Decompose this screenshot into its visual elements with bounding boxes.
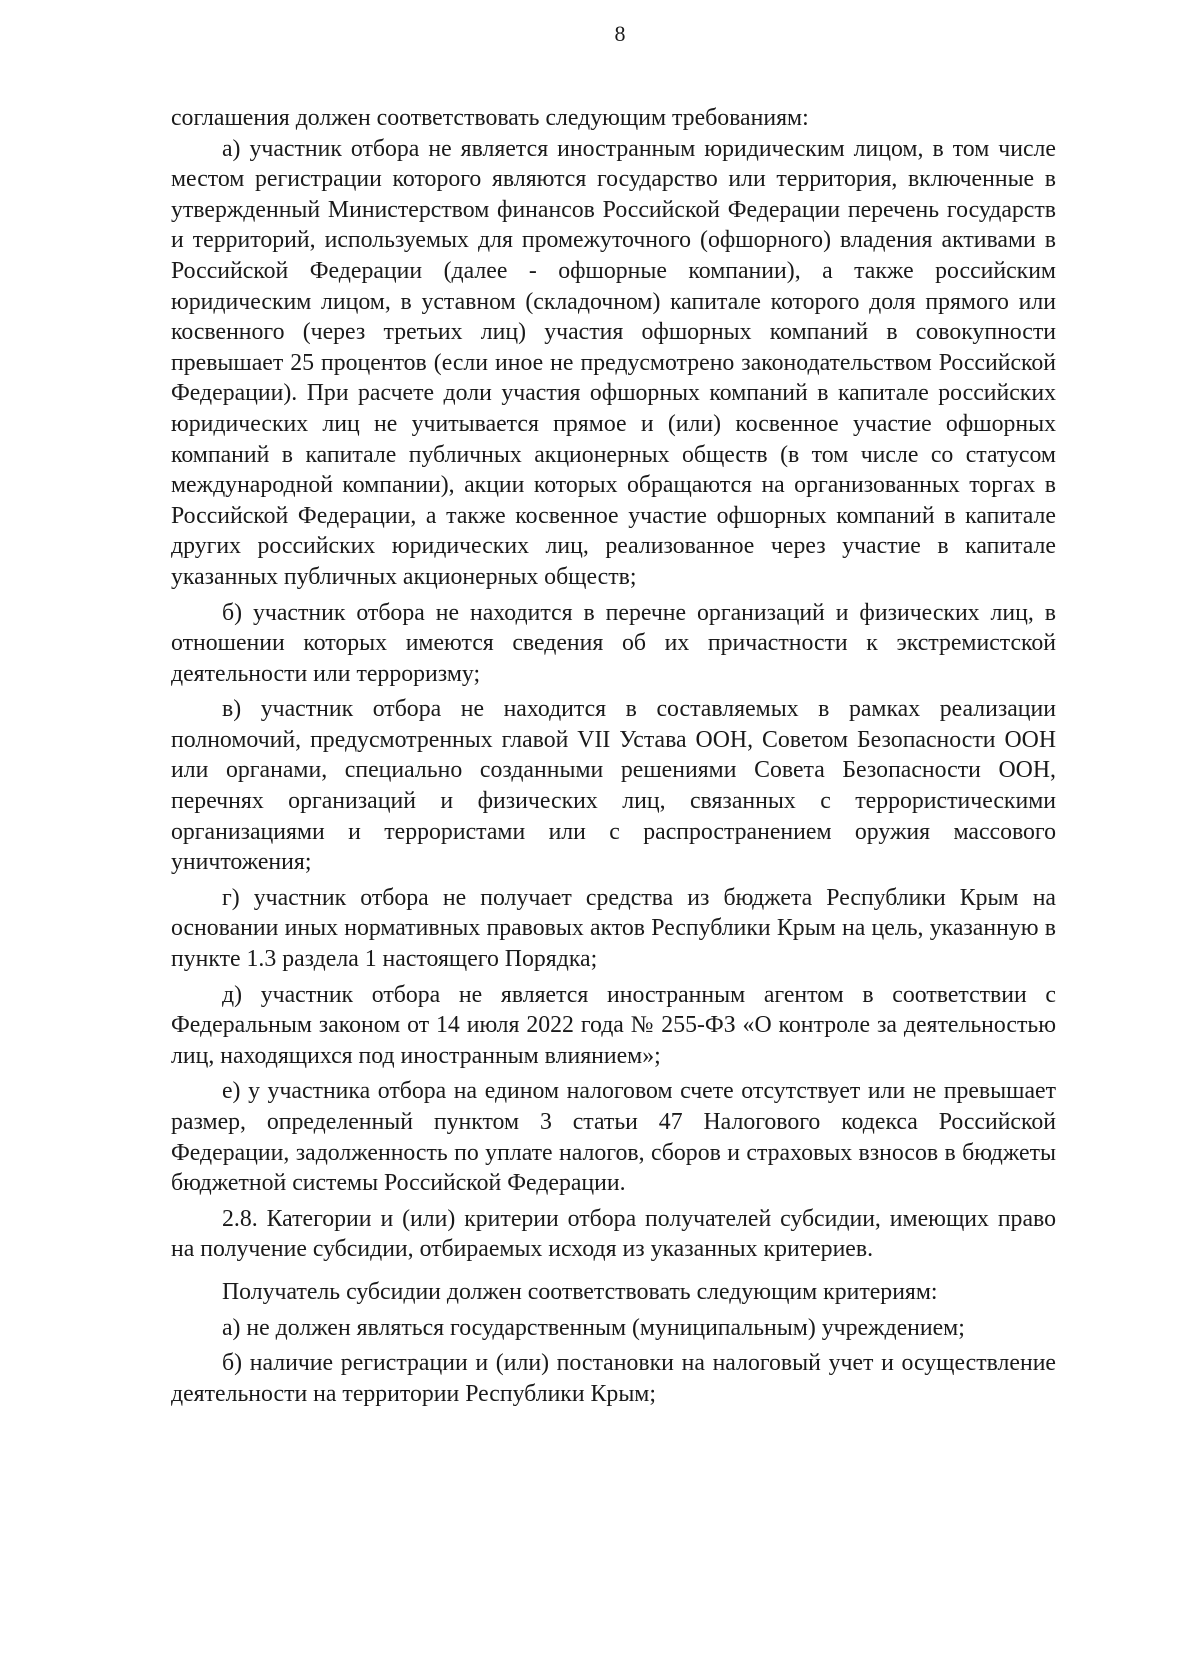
paragraph-criterion-a: а) не должен являться государственным (муниципальным) учреждением; xyxy=(222,1314,965,1341)
paragraph-item-a: а) участник отбора не является иностранным юридическим лицом, в том числе местом регистрации которого являются государство или территория, включенные в утвержденный Министерством финансов Российской Федерации перечень государств и территорий, используемых для промежуточного (офшорного) владения активами в Российской Федерации (далее - офшорные компании), а также российским юридическим лицом, в уставном (складочном) капитале которого доля прямого или косвенного (через третьих лиц) участия офшорных компаний в совокупности превышает 25 процентов (если иное не предусмотрено законодательством Российской Федерации). При расчете доли участия офшорных компаний в капитале российских юридических лиц не учитывается прямое и (или) косвенное участие офшорных компаний в капитале публичных акционерных обществ (в том числе со статусом международной компании), акции которых обращаются на организованных торгах в Российской Федерации, а также косвенное участие офшорных компаний в капитале других российских юридических лиц, реализованное через участие в капитале указанных публичных акционерных обществ; xyxy=(171,135,1056,590)
paragraph-intro: соглашения должен соответствовать следующим требованиям: xyxy=(171,105,809,131)
page-number: 8 xyxy=(614,21,626,46)
paragraph-item-v: в) участник отбора не находится в составляемых в рамках реализации полномочий, предусмотренных главой VII Устава ООН, Советом Безопасности ООН или органами, специально созданными решениями Совета Безопасности ООН, перечнях организаций и физических лиц, связанных с террористическими организациями и террористами или с распространением оружия массового уничтожения; xyxy=(171,696,1056,876)
document-body xyxy=(171,103,1056,1409)
paragraph-item-g: г) участник отбора не получает средства из бюджета Республики Крым на основании иных нормативных правовых актов Республики Крым на цель, указанную в пункте 1.3 раздела 1 настоящего Порядка; xyxy=(171,884,1056,973)
paragraph-item-d: д) участник отбора не является иностранным агентом в соответствии с Федеральным законом от 14 июля 2022 года № 255-ФЗ «О контроле за деятельностью лиц, находящихся под иностранным влиянием»; xyxy=(171,981,1056,1069)
paragraph-section-2-8: 2.8. Категории и (или) критерии отбора получателей субсидии, имеющих право на получение субсидии, отбираемых исходя из указанных критериев. xyxy=(171,1205,1056,1263)
paragraph-criteria-intro: Получатель субсидии должен соответствовать следующим критериям: xyxy=(222,1278,938,1305)
paragraph-criterion-b: б) наличие регистрации и (или) постановки на налоговый учет и осуществление деятельности на территории Республики Крым; xyxy=(171,1350,1056,1407)
paragraph-item-b: б) участник отбора не находится в перечне организаций и физических лиц, в отношении которых имеются сведения об их причастности к экстремистской деятельности или терроризму; xyxy=(171,599,1056,687)
paragraph-item-e: е) у участника отбора на едином налоговом счете отсутствует или не превышает размер, определенный пунктом 3 статьи 47 Налогового кодекса Российской Федерации, задолженность по уплате налогов, сборов и страховых взносов в бюджеты бюджетной системы Российской Федерации. xyxy=(171,1078,1056,1197)
